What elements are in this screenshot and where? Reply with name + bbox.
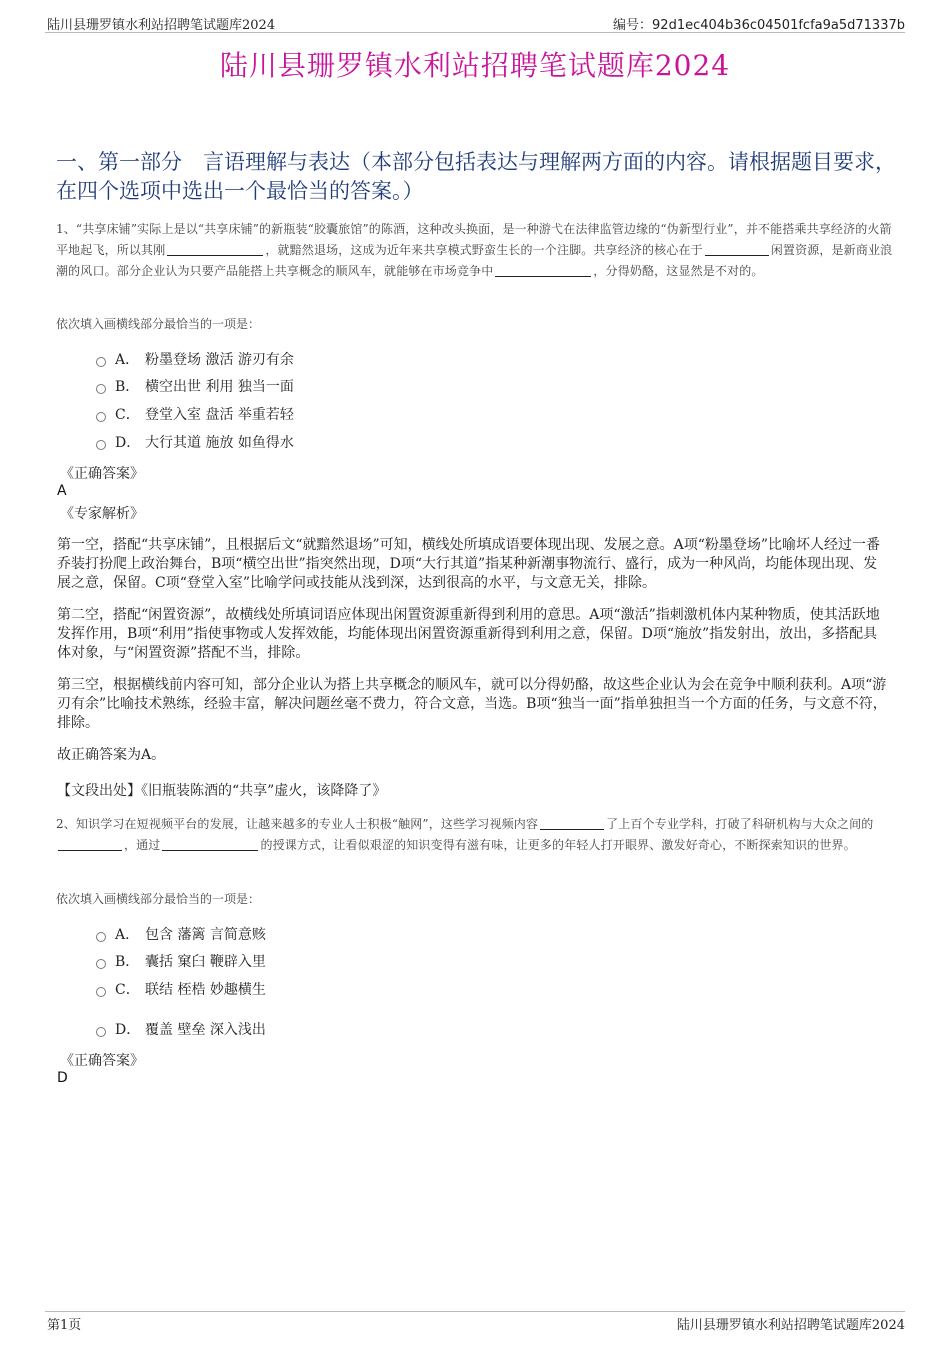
- q1-answer-label: 《正确答案》: [60, 466, 144, 482]
- radio-icon[interactable]: [96, 357, 106, 367]
- option-letter: C．: [115, 982, 140, 998]
- q1-blank-1: [167, 242, 263, 256]
- question-1-stem: [56, 219, 894, 282]
- option-letter: A．: [115, 927, 140, 943]
- q1-source: 【文段出处】《旧瓶装陈酒的“共享”虚火，该降降了》: [57, 783, 387, 799]
- header-code-value: 92d1ec404b36c04501fcfa9a5d71337b: [652, 18, 905, 33]
- q2-option-a[interactable]: [96, 924, 266, 944]
- header-doc-code: [613, 14, 905, 33]
- q1-option-d[interactable]: [96, 432, 294, 452]
- q1-stem-part-1: 1、“共享床铺”实际上是以“共享床铺”的新瓶装“胶囊旅馆”的陈酒，这种改头换面，是一种游弋在法律监管边缘的“伪新型行业”，并不能搭乘共享经济的火箭平地起飞，所以其刚: [56, 222, 892, 257]
- q2-blank-1: [540, 816, 604, 830]
- q2-stem-part-1: 2、知识学习在短视频平台的发展，让越来越多的专业人士积极“触网”，这些学习视频内容: [56, 817, 539, 831]
- q2-prompt: 依次填入画横线部分最恰当的一项是：: [56, 892, 261, 906]
- radio-icon[interactable]: [96, 440, 106, 450]
- q1-answer: A: [57, 483, 67, 499]
- option-text: 大行其道 施放 如鱼得水: [145, 435, 294, 451]
- q2-answer: D: [57, 1070, 68, 1086]
- q1-blank-2: [705, 242, 769, 256]
- footer-page-number: 第1页: [47, 1318, 82, 1333]
- section-heading: 一、第一部分 言语理解与表达（本部分包括表达与理解两方面的内容。请根据题目要求，在四个选项中选出一个最恰当的答案。）: [56, 150, 896, 203]
- q1-analysis-paragraph-3: 第三空，根据横线前内容可知，部分企业认为搭上共享概念的顺风车，就可以分得奶酪，故这些企业认为会在竞争中顺利获利。A项“游刃有余”比喻技术熟练，经验丰富，解决问题丝毫不费力，符合文意，当选。B项“独当一面”指单独担当一个方面的任务，与文意不符，排除。: [57, 677, 887, 731]
- q2-option-b[interactable]: [96, 951, 266, 971]
- option-letter: B．: [115, 379, 140, 395]
- header-divider: [45, 32, 905, 33]
- option-letter: D．: [115, 1022, 141, 1038]
- radio-icon[interactable]: [96, 959, 106, 969]
- option-text: 联结 桎梏 妙趣横生: [145, 982, 266, 998]
- radio-icon[interactable]: [96, 384, 106, 394]
- q2-option-d[interactable]: [96, 1019, 266, 1039]
- option-text: 包含 藩篱 言简意赅: [145, 927, 266, 943]
- q2-answer-label: 《正确答案》: [60, 1053, 144, 1069]
- q1-analysis-conclusion: 故正确答案为A。: [57, 747, 166, 763]
- q1-analysis-label: 《专家解析》: [60, 506, 144, 522]
- q2-blank-2: [58, 837, 122, 851]
- q2-blank-3: [162, 837, 258, 851]
- q2-option-c[interactable]: [96, 979, 266, 999]
- option-letter: C．: [115, 407, 140, 423]
- q1-analysis-paragraph-1: 第一空，搭配“共享床铺”，且根据后文“就黯然退场”可知，横线处所填成语要体现出现、发展之意。A项“粉墨登场”比喻坏人经过一番乔装打扮爬上政治舞台，B项“横空出世”指突然出现，D项“大行其道”指某种新潮事物流行、盛行，成为一种风尚，均能体现出现、发展之意，保留。C项“登堂入室”比喻学问或技能从浅到深，达到很高的水平，与文意无关，排除。: [57, 537, 881, 591]
- q1-stem-part-2: ，就黯然退场，这成为近年来共享模式野蛮生长的一个注脚。共享经济的核心在于: [265, 243, 703, 257]
- q1-analysis-paragraph-2: 第二空，搭配“闲置资源”，故横线处所填词语应体现出闲置资源重新得到利用的意思。A项“激活”指刺激机体内某种物质，使其活跃地发挥作用，B项“利用”指使事物或人发挥效能，均能体现出闲置资源重新得到利用之意，保留。D项“施放”指发射出，放出，多搭配具体对象，与“闲置资源”搭配不当，排除。: [57, 607, 880, 661]
- q2-stem-part-3: ，通过: [124, 838, 161, 852]
- option-letter: A．: [115, 352, 140, 368]
- q1-stem-part-3: 闲置资源，是新商业浪潮的风口。部分企业认为只要产品能搭上共享概念的顺风车，就能够在市场竞争中: [56, 243, 893, 278]
- radio-icon[interactable]: [96, 1027, 106, 1037]
- q1-stem-part-4: ，分得奶酪，这显然是不对的。: [593, 264, 764, 278]
- footer-doc-name: 陆川县珊罗镇水利站招聘笔试题库2024: [676, 1318, 905, 1333]
- option-letter: D．: [115, 435, 141, 451]
- q1-option-a[interactable]: [96, 349, 294, 369]
- option-text: 横空出世 利用 独当一面: [145, 379, 294, 395]
- q1-blank-3: [495, 263, 591, 277]
- option-text: 囊括 窠臼 鞭辟入里: [145, 954, 266, 970]
- footer-divider: [45, 1311, 905, 1312]
- radio-icon[interactable]: [96, 412, 106, 422]
- q2-stem-part-4: 的授课方式，让看似艰涩的知识变得有滋有味，让更多的年轻人打开眼界、激发好奇心，不断探索知识的世界。: [260, 838, 856, 852]
- question-2-stem: [56, 814, 894, 856]
- q1-option-b[interactable]: [96, 376, 294, 396]
- option-text: 覆盖 壁垒 深入浅出: [145, 1022, 266, 1038]
- q1-prompt: 依次填入画横线部分最恰当的一项是：: [56, 317, 261, 331]
- option-letter: B．: [115, 954, 140, 970]
- q1-option-c[interactable]: [96, 404, 294, 424]
- radio-icon[interactable]: [96, 932, 106, 942]
- document-title: 陆川县珊罗镇水利站招聘笔试题库2024: [219, 49, 731, 82]
- header-code-label: 编号：: [613, 18, 653, 33]
- option-text: 登堂入室 盘活 举重若轻: [145, 407, 294, 423]
- radio-icon[interactable]: [96, 987, 106, 997]
- header-doc-name: 陆川县珊罗镇水利站招聘笔试题库2024: [47, 18, 276, 33]
- option-text: 粉墨登场 激活 游刃有余: [145, 352, 294, 368]
- q2-stem-part-2: 了上百个专业学科，打破了科研机构与大众之间的: [606, 817, 874, 831]
